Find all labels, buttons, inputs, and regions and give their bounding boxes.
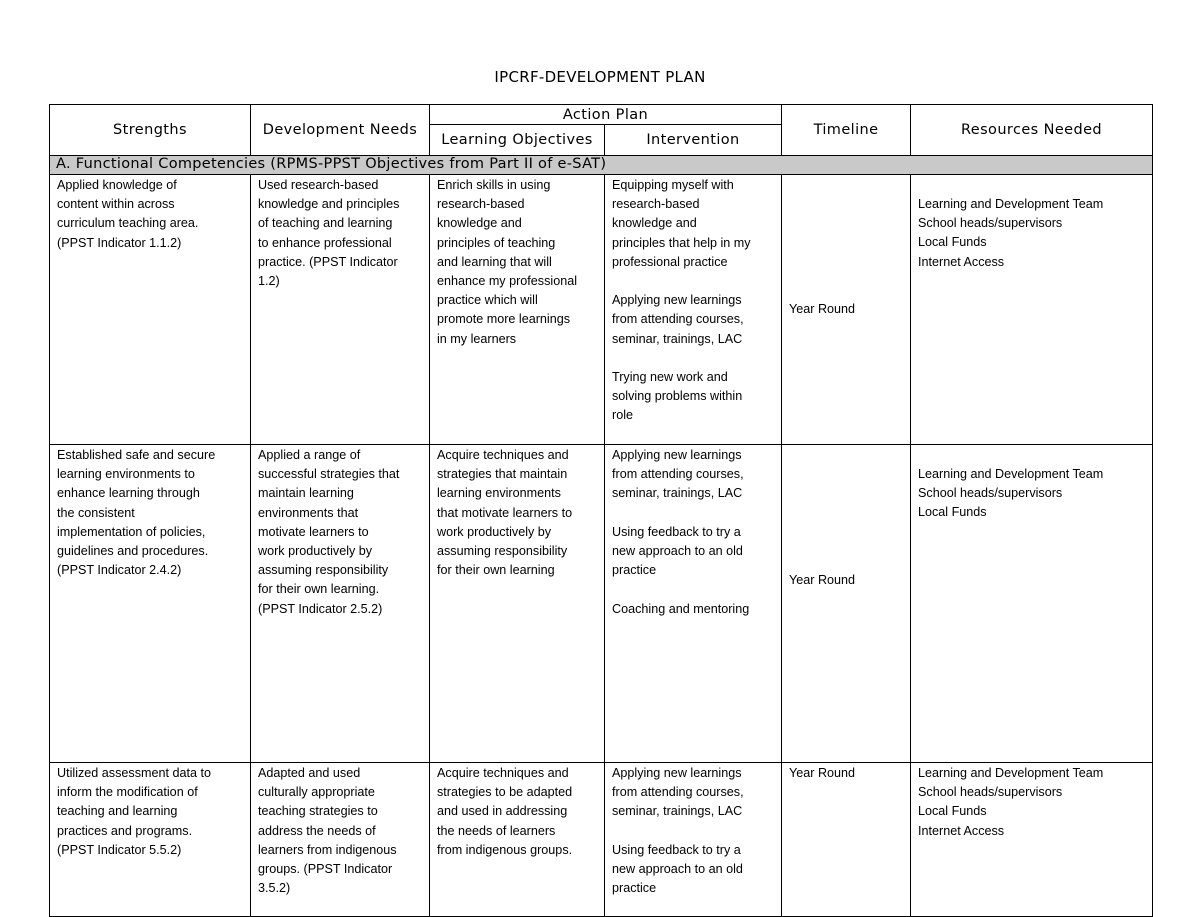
header-timeline: Timeline <box>782 105 911 156</box>
development-needs-cell: Adapted and used culturally appropriate teaching strategies to address the needs of learners from indigenous groups. (PPST Indicator 3.5.2) <box>251 763 430 917</box>
timeline-cell: Year Round <box>782 763 911 917</box>
resources-cell: Learning and Development Team School heads/supervisors Local Funds Internet Access <box>911 175 1153 445</box>
strengths-cell: Applied knowledge of content within across curriculum teaching area. (PPST Indicator 1.1.2) <box>50 175 251 445</box>
table-row <box>50 175 1153 445</box>
header-resources-needed: Resources Needed <box>911 105 1153 156</box>
resources-cell: Learning and Development Team School heads/supervisors Local Funds <box>911 445 1153 763</box>
page-title: IPCRF-DEVELOPMENT PLAN <box>494 68 706 86</box>
development-needs-cell: Used research-based knowledge and principles of teaching and learning to enhance professional practice. (PPST Indicator 1.2) <box>251 175 430 445</box>
header-intervention: Intervention <box>605 125 782 156</box>
header-row-top <box>50 105 1153 125</box>
header-learning-objectives: Learning Objectives <box>430 125 605 156</box>
learning-objectives-cell: Acquire techniques and strategies that maintain learning environments that motivate learners to work productively by assuming responsibility for their own learning <box>430 445 605 763</box>
table-row <box>50 445 1153 763</box>
header-strengths: Strengths <box>50 105 251 156</box>
development-plan-table <box>49 104 1153 917</box>
development-needs-cell: Applied a range of successful strategies that maintain learning environments that motivate learners to work productively by assuming responsibility for their own learning. (PPST Indicator 2.5.2) <box>251 445 430 763</box>
timeline-cell: Year Round <box>782 175 911 445</box>
resources-cell: Learning and Development Team School heads/supervisors Local Funds Internet Access <box>911 763 1153 917</box>
section-row <box>50 156 1153 175</box>
intervention-cell: Applying new learnings from attending courses, seminar, trainings, LAC Using feedback to try a new approach to an old practice <box>605 763 782 917</box>
timeline-cell: Year Round <box>782 445 911 763</box>
learning-objectives-cell: Enrich skills in using research-based knowledge and principles of teaching and learning that will enhance my professional practice which will promote more learnings in my learners <box>430 175 605 445</box>
intervention-cell: Equipping myself with research-based knowledge and principles that help in my professional practice Applying new learnings from attending courses, seminar, trainings, LAC Trying new work and solving problems within role <box>605 175 782 445</box>
strengths-cell: Established safe and secure learning environments to enhance learning through the consistent implementation of policies, guidelines and procedures. (PPST Indicator 2.4.2) <box>50 445 251 763</box>
section-title: A. Functional Competencies (RPMS-PPST Objectives from Part II of e-SAT) <box>50 156 1153 175</box>
header-action-plan: Action Plan <box>430 105 782 125</box>
strengths-cell: Utilized assessment data to inform the modification of teaching and learning practices and programs. (PPST Indicator 5.5.2) <box>50 763 251 917</box>
header-development-needs: Development Needs <box>251 105 430 156</box>
learning-objectives-cell: Acquire techniques and strategies to be adapted and used in addressing the needs of learners from indigenous groups. <box>430 763 605 917</box>
table-row <box>50 763 1153 917</box>
intervention-cell: Applying new learnings from attending courses, seminar, trainings, LAC Using feedback to try a new approach to an old practice Coaching and mentoring <box>605 445 782 763</box>
